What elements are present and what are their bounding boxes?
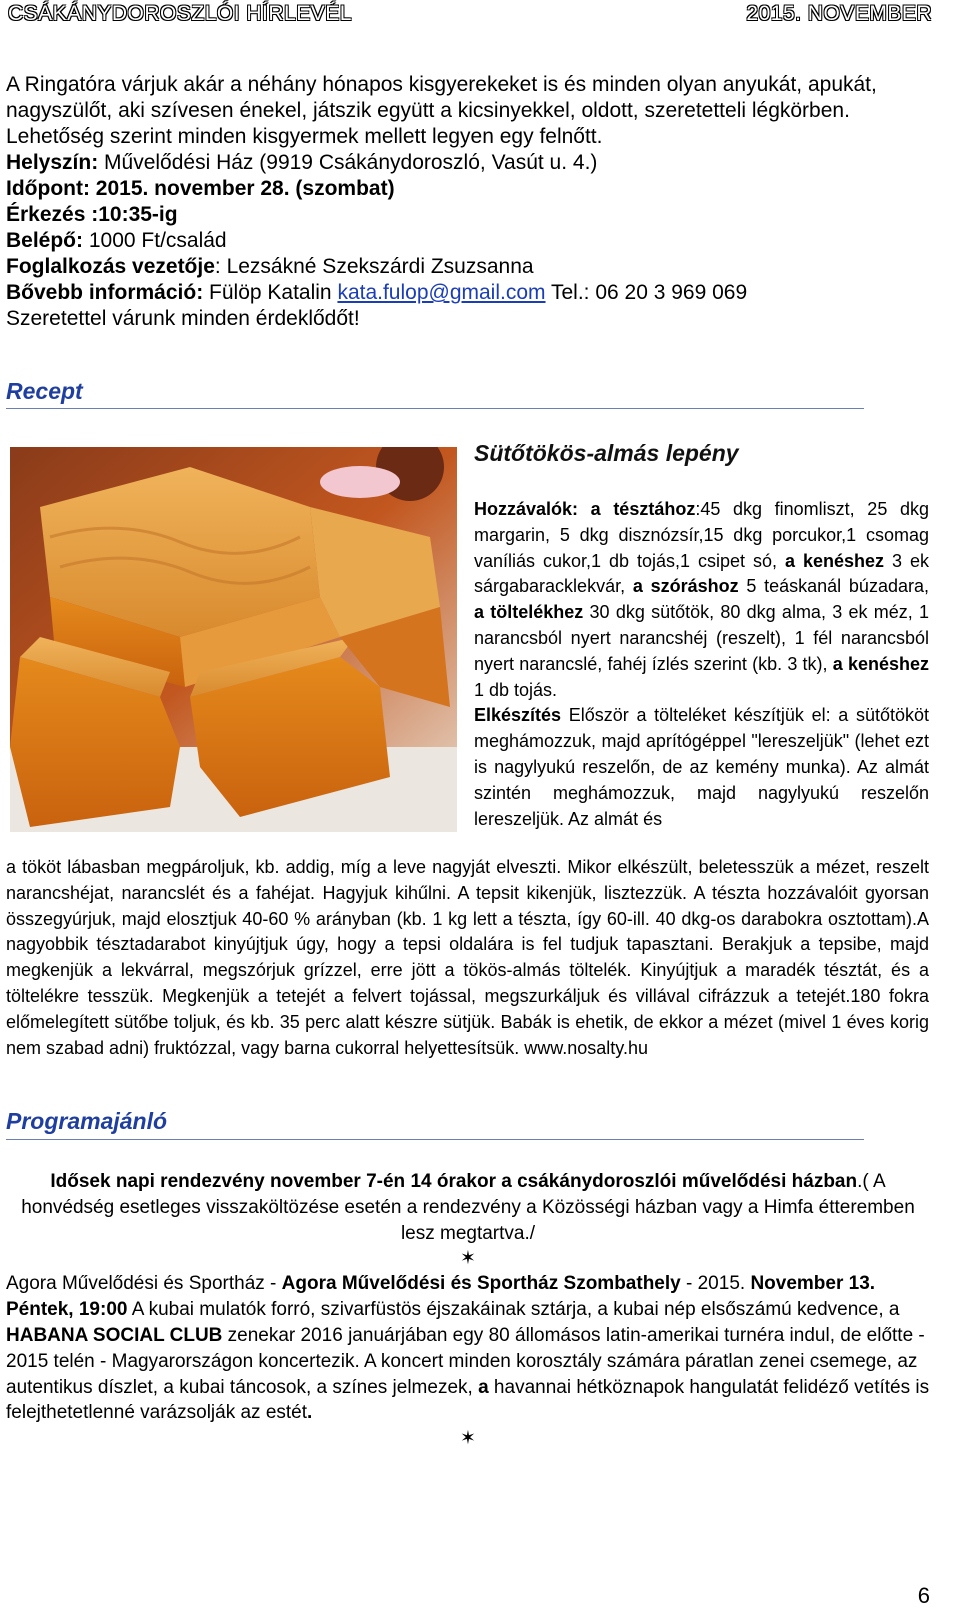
ingredients-text-5: 1 db tojás. [474, 679, 558, 700]
time-label: Időpont: 2015. november 28. (szombat) [6, 177, 395, 200]
ingredients-paragraph [474, 497, 929, 703]
event-seniors-day [6, 1169, 930, 1246]
pumpkin-apple-pie-image [10, 447, 457, 832]
recipe-title: Sütőtökös-almás lepény [474, 440, 739, 466]
band-name: HABANA SOCIAL CLUB [6, 1324, 223, 1346]
leader-line [6, 254, 936, 280]
arrival-line [6, 202, 936, 228]
event-date: November 13. Péntek, 19:00 [6, 1273, 876, 1321]
info-line [6, 280, 936, 306]
ingredients-text-2: 3 ek sárgabaracklekvár, [474, 550, 929, 597]
email-link[interactable]: kata.fulop@gmail.com [337, 281, 546, 304]
event-desc-2: zenekar 2016 januárjában egy 80 állomásos latin-amerikai turnéra indul, de előtte - 2015 telén - Magyarországon koncertezik. A koncert minden korosztály számára páratlan zenei csemege, az autentikus díszlet, a kubai táncosok, a színes jelmezek, [6, 1324, 925, 1398]
page-number: 6 [917, 1583, 930, 1608]
preparation-text: Először a tölteléket készítjük el: a sütőtököt meghámozzuk, majd aprítógéppel "lereszeljük" (lehet ezt is nagylyukú reszelőn, de az kemény munka). Az almát szintén meghámozzuk, majd nagylyukú reszelőn lereszeljük. Az almát és [474, 705, 929, 829]
event-desc-1: A kubai mulatók forró, szivarfüstös éjszakáinak sztárja, a kubai nép elsőszámú kedvence, a [127, 1299, 900, 1321]
fee-value: 1000 Ft/család [83, 229, 227, 252]
intro-paragraph-2: Lehetőség szerint minden kisgyermek mellett legyen egy felnőtt. [6, 125, 603, 148]
fee-label: Belépő: [6, 229, 84, 252]
newsletter-title: CSÁKÁNYDOROSZLÓI HÍRLEVÉL [8, 2, 352, 25]
page-header [0, 0, 960, 30]
fee-line [6, 228, 936, 254]
leader-label: Foglalkozás vezetője [6, 255, 215, 278]
section-divider-2 [6, 1139, 864, 1140]
ringato-announcement [6, 72, 936, 332]
sprinkle-label: a szóráshoz [632, 576, 739, 597]
ingredients-text-3: 5 teáskanál búzadara, [738, 576, 929, 597]
event-desc-period: . [307, 1402, 313, 1424]
event-desc-3: havannai hétköznapok hangulatát felidéző vetítés is felejthetetlenné varázsolják az estét [6, 1376, 930, 1424]
info-label: Bővebb információ: [6, 281, 204, 304]
star-divider-2: ✶ [460, 1428, 476, 1450]
ingredients-label: Hozzávalók: a tésztához [474, 499, 696, 519]
venue-bold: Agora Művelődési és Sportház Szombathely [281, 1273, 681, 1295]
recipe-preparation-continued [6, 855, 929, 1061]
filling-label: a töltelékhez [474, 602, 584, 623]
location-label: Helyszín: [6, 151, 99, 174]
year-text: - 2015. [680, 1273, 751, 1295]
preparation-paragraph [474, 703, 929, 832]
intro-paragraph: A Ringatóra várjuk akár a néhány hónapos kisgyerekeket is és minden olyan anyukát, apukát, nagyszülőt, aki szívesen énekel, játszik együtt a kicsinyekkel, oldott, szeretetteli légkörben. [6, 73, 877, 122]
preparation-label: Elkészítés [474, 705, 562, 726]
section-divider [6, 408, 864, 409]
location-line [6, 150, 936, 176]
phone-value: Tel.: 06 20 3 969 069 [545, 281, 748, 304]
star-divider: ✶ [460, 1248, 476, 1270]
recipe-section-title: Recept [6, 378, 83, 404]
preparation-text-full: a tököt lábasban megpároljuk, kb. addig, míg a leve nagyját elveszti. Mikor elkészült, beletesszük a mézet, reszelt narancshéjat, narancslét és a fahéjat. Hagyjuk kihűlni. A tepsit kikenjük, lisztezzük. A tészta hozzávalóit gyorsan összegyúrjuk, majd elosztjuk 40-60 % arányban (kb. 1 kg lett a tészta, így 60-ill. 40 dkg-os darabokra osztottam).A nagyobbik tésztadarabot kinyújtjuk úgy, hogy a tepsi oldalára is fel tudjuk tapasztani. Berakjuk a tepsibe, majd megkenjük a lekvárral, megszórjuk grízzel, erre jött a tökös-almás töltelék. Kinyújtjuk a maradék tésztát, és a töltelékre tesszük. Megkenjük a tetejét a felvert tojással, megszurkáljuk és villával cifrázzuk a tetejét.180 fokra előmelegített sütőbe toljuk, és kb. 35 perc alatt készre sütjük. Babák is ehetik, de ekkor a mézet (mivel 1 éves korig nem szabad adni) fruktózzal, vagy barna cukorral helyettesítsük. www.nosalty.hu [6, 857, 929, 1058]
program-list [6, 1169, 930, 1451]
event-desc-a: a [478, 1376, 489, 1398]
glaze-label-2: a kenéshez [832, 653, 929, 674]
arrival-label: Érkezés :10:35-ig [6, 203, 178, 226]
issue-date: 2015. NOVEMBER [746, 2, 932, 25]
location-value: Művelődési Ház (9919 Csákánydoroszló, Vasút u. 4.) [98, 151, 598, 174]
event-seniors-title: Idősek napi rendezvény november 7-én 14 órakor a csákánydoroszlói művelődési házban [50, 1171, 858, 1192]
closing-line: Szeretettel várunk minden érdeklődőt! [6, 307, 360, 330]
ingredients-text-4: 30 dkg sütőtök, 80 dkg alma, 3 ek méz, 1 narancsból nyert narancshéj (reszelt), 1 fél narancsból nyert narancslé, fahéj ízlés szerint (kb. 3 tk), [474, 602, 929, 674]
info-value: Fülöp Katalin [203, 281, 338, 304]
event-habana-concert [6, 1271, 930, 1426]
program-section-title: Programajánló [6, 1108, 168, 1134]
venue-text: Agora Művelődési és Sportház - [6, 1273, 282, 1295]
recipe-ingredients [474, 497, 929, 832]
glaze-label: a kenéshez [784, 550, 885, 571]
pie-photo [10, 447, 457, 832]
event-seniors-note: .( A honvédség esetleges visszaköltözése esetén a rendezvény a Közösségi házban vagy a Himfa étteremben lesz megtartva./ [21, 1171, 915, 1244]
ingredients-text: :45 dkg finomliszt, 25 dkg margarin, 5 dkg disznózsír,15 dkg porcukor,1 csomag vaníliás cukor,1 db tojás,1 csipet só, [474, 499, 929, 571]
time-line [6, 176, 936, 202]
leader-value: : Lezsákné Szekszárdi Zsuzsanna [214, 255, 534, 278]
